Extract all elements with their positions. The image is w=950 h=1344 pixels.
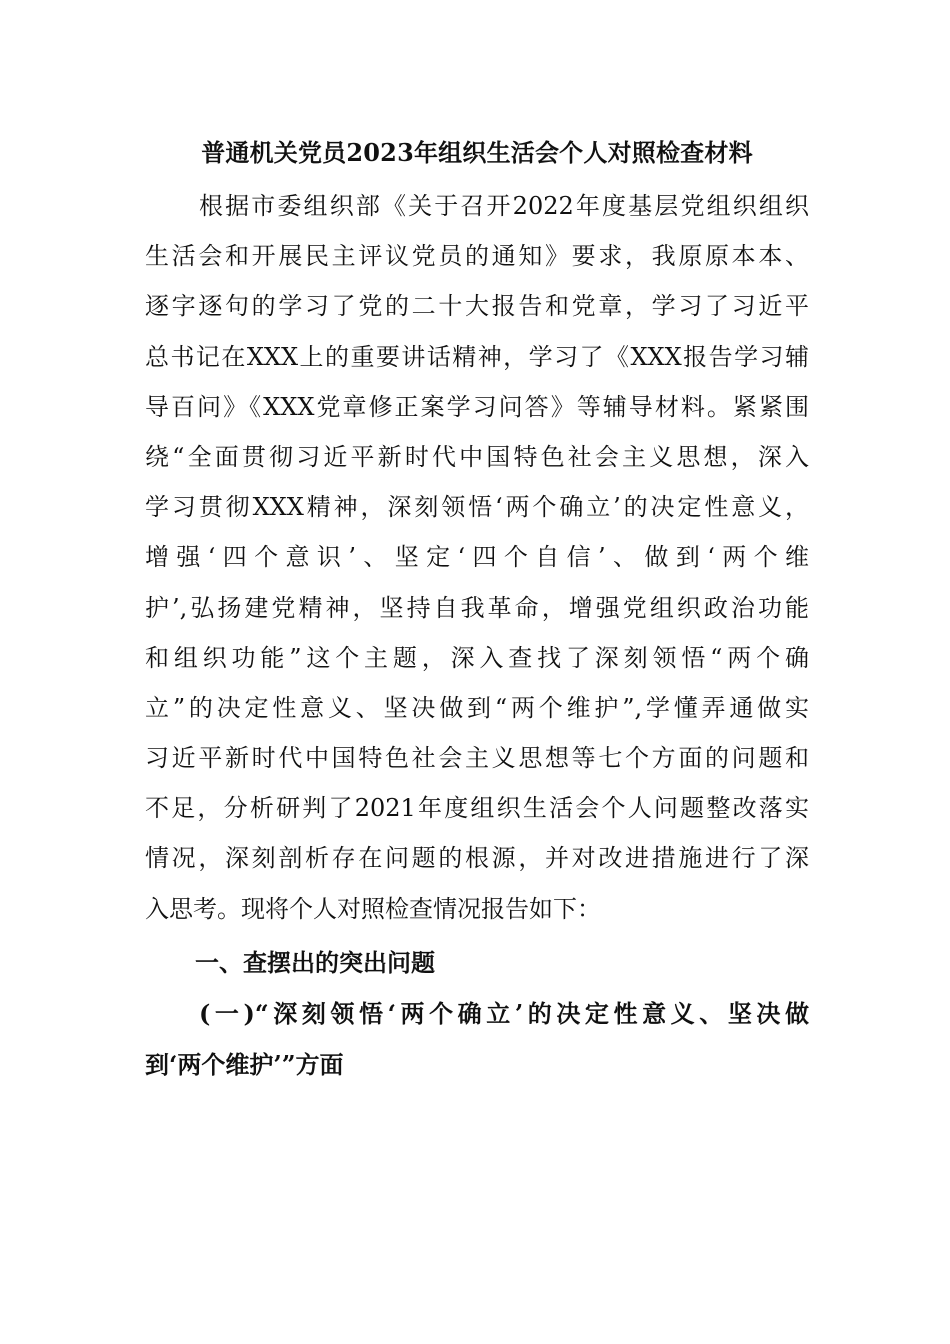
paragraph-line: 立”的决定性意义、坚决做到“两个维护”,学懂弄通做实 xyxy=(145,693,809,722)
paragraph-line: 情况，深刻剖析存在问题的根源，并对改进措施进行了深 xyxy=(145,844,809,873)
section-heading: 一、查摆出的突出问题 xyxy=(195,947,435,977)
subsection-heading xyxy=(145,988,809,1090)
paragraph-line: 逐字逐句的学习了党的二十大报告和党章，学习了习近平 xyxy=(145,292,809,321)
paragraph-line: 增强‘四个意识’、坚定‘四个自信’、做到‘两个维 xyxy=(145,543,809,572)
paragraph-line: 和组织功能”这个主题，深入查找了深刻领悟“两个确 xyxy=(145,643,809,672)
paragraph-line: 学习贯彻XXX精神，深刻领悟‘两个确立’的决定性意义， xyxy=(145,493,809,522)
subsection-heading-line: 到‘两个维护’”方面 xyxy=(145,1049,344,1079)
document-title: 普通机关党员2023年组织生活会个人对照检查材料 xyxy=(201,138,753,167)
paragraph-line: 不足，分析研判了2021年度组织生活会个人问题整改落实 xyxy=(145,794,809,823)
paragraph-line: 绕“全面贯彻习近平新时代中国特色社会主义思想，深入 xyxy=(145,442,809,471)
subsection-heading-line: (一)“深刻领悟‘两个确立’的决定性意义、坚决做 xyxy=(199,998,809,1028)
paragraph-line: 习近平新时代中国特色社会主义思想等七个方面的问题和 xyxy=(145,744,809,773)
document-content xyxy=(145,133,809,1090)
intro-paragraph xyxy=(145,181,809,934)
paragraph-line: 导百问》《XXX党章修正案学习问答》等辅导材料。紧紧围 xyxy=(145,392,809,421)
paragraph-line: 护’,弘扬建党精神，坚持自我革命，增强党组织政治功能 xyxy=(145,593,809,622)
paragraph-line: 总书记在XXX上的重要讲话精神，学习了《XXX报告学习辅 xyxy=(145,342,809,371)
paragraph-line: 入思考。现将个人对照检查情况报告如下： xyxy=(145,894,601,923)
paragraph-line: 根据市委组织部《关于召开2022年度基层党组织组织 xyxy=(199,192,809,220)
paragraph-line: 生活会和开展民主评议党员的通知》要求，我原原本本、 xyxy=(145,242,809,271)
